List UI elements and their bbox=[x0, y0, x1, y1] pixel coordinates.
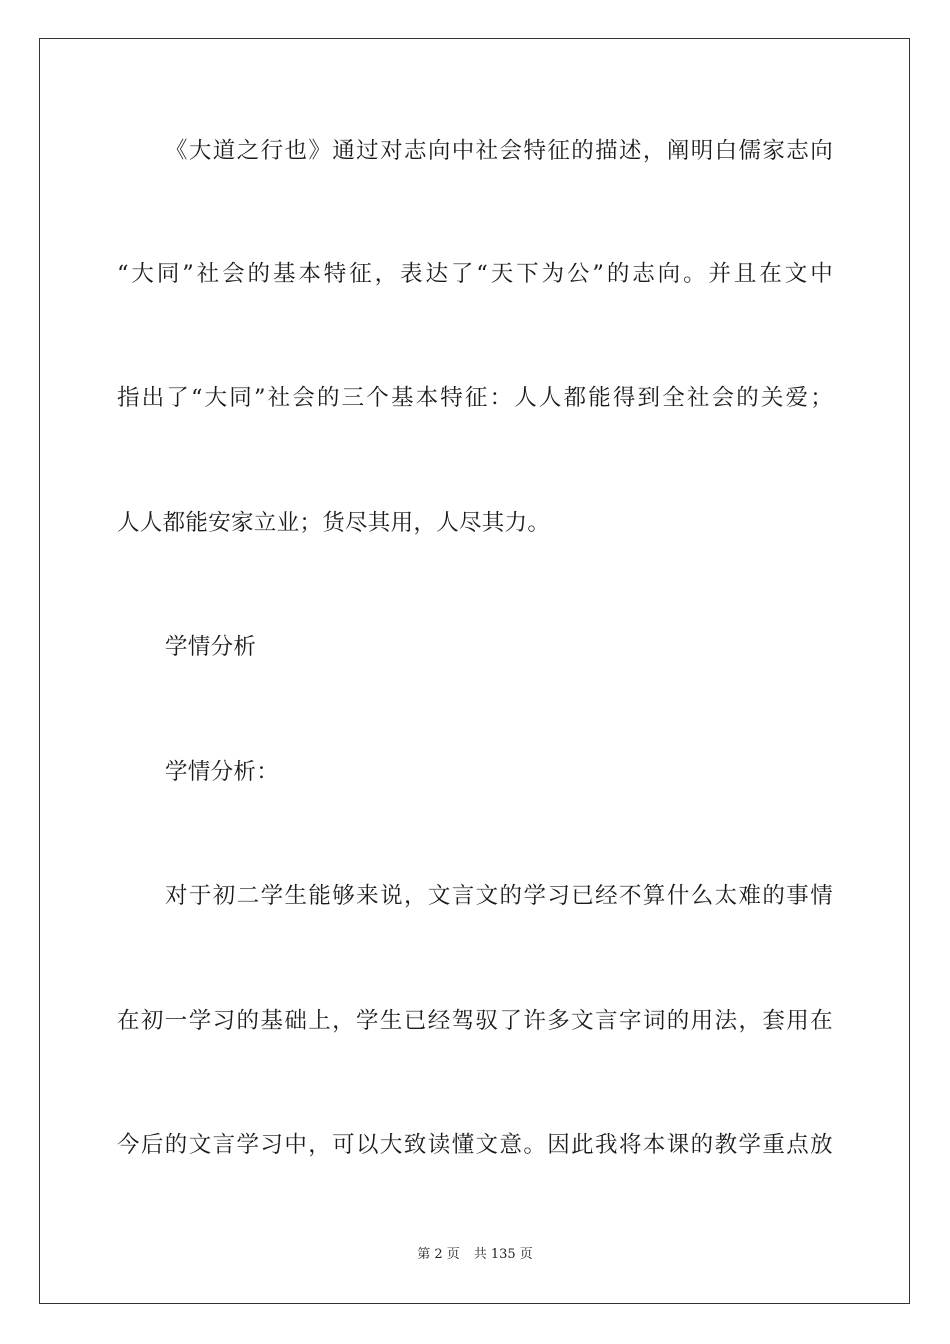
paragraph-line-6: 在初一学习的基础上，学生已经驾驭了许多文言字词的用法，套用在 bbox=[117, 1008, 833, 1034]
page-footer bbox=[0, 1246, 950, 1264]
page-border bbox=[39, 38, 910, 1304]
paragraph-line-2: “大同”社会的基本特征，表达了“天下为公”的志向。并且在文中 bbox=[117, 261, 833, 287]
paragraph-line-5: 对于初二学生能够来说，文言文的学习已经不算什么太难的事情 bbox=[165, 883, 833, 909]
paragraph-line-3: 指出了“大同”社会的三个基本特征：人人都能得到全社会的关爱； bbox=[117, 385, 833, 411]
paragraph-line-1: 《大道之行也》通过对志向中社会特征的描述，阐明白儒家志向 bbox=[165, 138, 833, 164]
page-total: 共 135 页 bbox=[473, 1247, 533, 1262]
paragraph-line-4: 人人都能安家立业；货尽其用，人尽其力。 bbox=[117, 510, 551, 536]
section-subheading: 学情分析： bbox=[165, 759, 280, 785]
section-heading: 学情分析 bbox=[165, 634, 257, 660]
paragraph-line-7: 今后的文言学习中，可以大致读懂文意。因此我将本课的教学重点放 bbox=[117, 1132, 833, 1158]
page-number: 第 2 页 bbox=[417, 1247, 460, 1262]
